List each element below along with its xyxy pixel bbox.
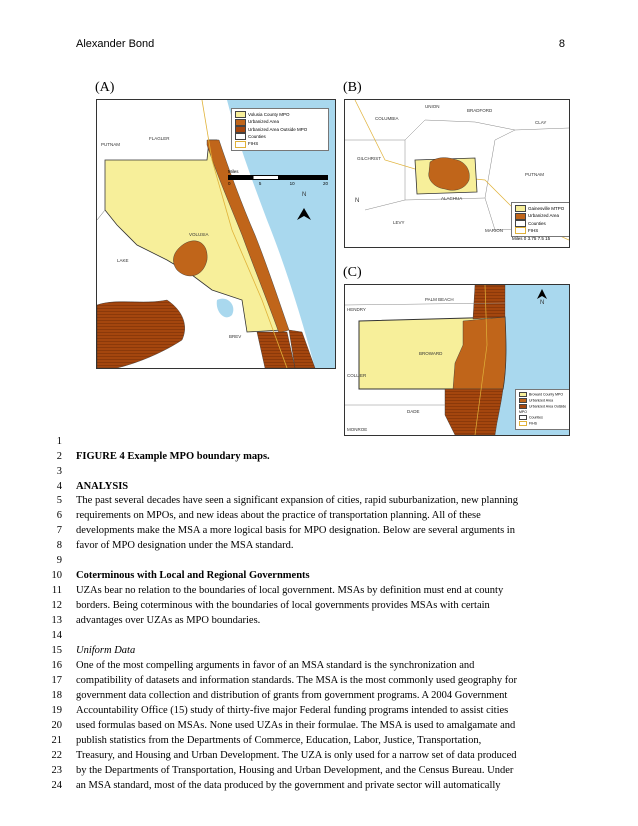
north-label: N [355, 198, 360, 204]
map-b-legend [511, 202, 570, 237]
line-number: 15 [51, 645, 62, 656]
map-b-place-6: PUTNAM [525, 172, 544, 177]
subsection-heading: Coterminous with Local and Regional Governments [76, 570, 310, 581]
figure-caption: FIGURE 4 Example MPO boundary maps. [76, 451, 270, 462]
legend-item: FIHS [515, 227, 567, 234]
panel-c-label: (C) [343, 265, 362, 280]
map-b-place-4: CLAY [535, 120, 547, 125]
urban-outside-north [473, 285, 505, 319]
map-c-place-4: COLLIER [347, 373, 367, 378]
legend-item: Urbanized Area Outside MPO [519, 404, 567, 414]
map-b-place-9: ALACHUA [441, 196, 463, 201]
map-c-place-6: MONROE [347, 427, 368, 432]
legend-item: Counties [515, 220, 567, 227]
map-b-place-8: MARION [485, 228, 503, 233]
map-b-place-3: COLUMBIA [375, 116, 399, 121]
line-number: 8 [56, 540, 62, 551]
line-text: One of the most compelling arguments in favor of an MSA standard is the synchronization and [76, 660, 475, 671]
line-number: 24 [51, 780, 62, 791]
north-label: N [302, 192, 307, 198]
map-c-place-3: BROWARD [419, 351, 443, 356]
line-text: by the Departments of Transportation, Housing and Urban Development, and the Census Bureau. Under [76, 765, 514, 776]
line-number: 3 [56, 466, 62, 477]
subsection-heading-italic: Uniform Data [76, 645, 136, 656]
line-number: 11 [51, 585, 62, 596]
legend-item: FIHS [235, 140, 325, 147]
line-text: Treasury, and Housing and Urban Development. The UZA is only used for a narrow set of data produced [76, 750, 517, 761]
map-panel-b [344, 99, 570, 248]
line-text: government data collection and distribution of grants from government programs. A 2004 Government [76, 690, 508, 701]
map-panel-c [344, 284, 570, 436]
map-b-place-5: GILCHRIST [357, 156, 382, 161]
line-text: The past several decades have seen a significant expansion of cities, rapid suburbanization, new planning [76, 495, 519, 506]
line-number: 12 [51, 600, 62, 611]
line-number: 2 [56, 451, 62, 462]
line-text: Accountability Office (15) study of thirty-five major Federal funding programs intended to assist cities [76, 705, 509, 716]
legend-item: Broward County MPO [519, 392, 569, 398]
map-b-scale: Miles 0 3.75 7.5 15 [512, 236, 551, 241]
legend-item: FIHS [519, 421, 569, 427]
line-text: publish statistics from the Departments of Commerce, Education, Labor, Justice, Transportation, [76, 735, 482, 746]
line-number: 19 [51, 705, 62, 716]
page-number: 8 [558, 38, 565, 50]
line-text: developments make the MSA a more logical basis for MPO designation. Below are several arguments in [76, 525, 515, 536]
line-number: 16 [51, 660, 62, 671]
map-a-place-5: BREV [229, 334, 242, 339]
map-c-place-2: HENDRY [347, 307, 366, 312]
line-text: advantages over UZAs as MPO boundaries. [76, 615, 261, 626]
line-number: 13 [51, 615, 62, 626]
urban-outside-south [445, 389, 503, 435]
line-number: 14 [51, 630, 62, 641]
line-number: 17 [51, 675, 62, 686]
line-text: borders. Being coterminous with the boundaries of local governments provides MSAs with certain [76, 600, 490, 611]
north-label: N [540, 300, 545, 306]
line-text: favor of MPO designation under the MSA standard. [76, 540, 294, 551]
panel-b-label: (B) [343, 80, 362, 95]
line-number: 1 [56, 436, 62, 447]
line-text: an MSA standard, most of the data produced by the government and private sector will automatically [76, 780, 501, 791]
section-heading: ANALYSIS [76, 481, 129, 492]
legend-item: Urbanized Area Outside MPO [235, 126, 325, 133]
legend-item: Counties [519, 415, 569, 421]
legend-item: Urbanized Area [235, 118, 325, 125]
legend-item: Volusia County MPO [235, 111, 325, 118]
line-number: 18 [51, 690, 62, 701]
map-b-place-2: BRADFORD [467, 108, 493, 113]
map-a-place-2: PUTNAM [101, 142, 120, 147]
running-head-author: Alexander Bond [76, 38, 155, 50]
line-text: used formulas based on MSAs. None used UZAs in their formulae. The MSA is used to amalgamate and [76, 720, 516, 731]
legend-item: Gainesville MTPO [515, 205, 567, 212]
map-panel-a [96, 99, 336, 369]
map-c-legend [515, 389, 570, 430]
line-text: requirements on MPOs, and new ideas about the practice of transportation planning. All of these [76, 510, 481, 521]
map-b-place-7: LEVY [393, 220, 405, 225]
map-a-place-4: LAKE [117, 258, 129, 263]
line-number: 4 [56, 481, 62, 492]
line-number: 6 [56, 510, 62, 521]
line-number: 21 [51, 735, 62, 746]
line-number: 7 [56, 525, 62, 536]
line-number: 23 [51, 765, 62, 776]
line-number: 10 [51, 570, 62, 581]
map-c-place-1: PALM BEACH [425, 297, 454, 302]
map-a-place-3: VOLUSIA [189, 232, 209, 237]
map-b-place-1: UNION [425, 104, 440, 109]
map-c-place-5: DADE [407, 409, 420, 414]
panel-a-label: (A) [95, 80, 115, 95]
legend-item: Counties [235, 133, 325, 140]
legend-item: Urbanized Area [519, 398, 569, 404]
line-number: 5 [56, 495, 62, 506]
line-number: 20 [51, 720, 62, 731]
line-text: compatibility of datasets and information standards. The MSA is the most commonly used geography for [76, 675, 518, 686]
map-a-scale: Miles 0 5 10 20 [228, 169, 328, 186]
line-number: 22 [51, 750, 62, 761]
line-number: 9 [56, 555, 62, 566]
map-a-legend [231, 108, 329, 151]
legend-item: Urbanized Area [515, 212, 567, 219]
map-a-place-1: FLAGLER [149, 136, 170, 141]
line-text: UZAs bear no relation to the boundaries of local government. MSAs by definition must end at county [76, 585, 504, 596]
